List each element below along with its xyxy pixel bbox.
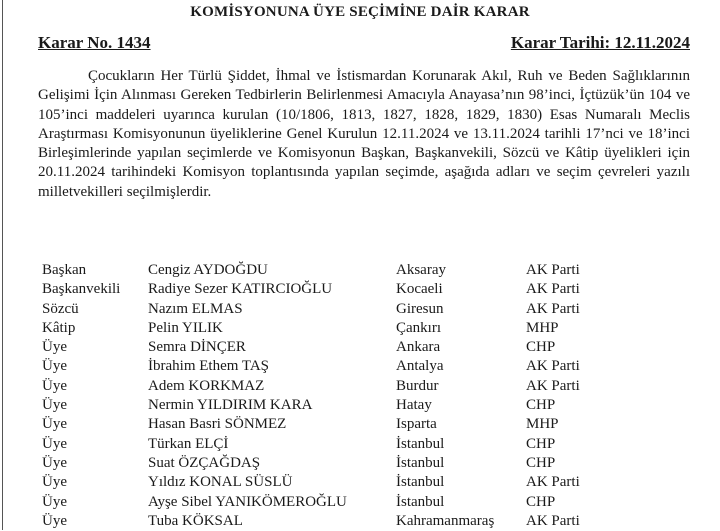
member-row (42, 261, 702, 280)
member-row (42, 300, 702, 319)
member-row (42, 357, 702, 376)
member-party: MHP (526, 319, 559, 336)
decision-number: Karar No. 1434 (38, 33, 151, 52)
member-role: Kâtip (42, 319, 76, 336)
member-row (42, 473, 702, 492)
member-party: CHP (526, 339, 556, 356)
member-name: Tuba KÖKSAL (148, 512, 243, 529)
member-province: İstanbul (396, 493, 445, 510)
member-party: AK Parti (526, 512, 580, 529)
member-province: Çankırı (396, 319, 441, 336)
member-province: Hatay (396, 397, 432, 414)
member-list (42, 261, 702, 531)
member-row (42, 377, 702, 396)
decision-paragraph: Çocukların Her Türlü Şiddet, İhmal ve İstismardan Korunarak Akıl, Ruh ve Beden Sağlıklarının Gelişimi İçin Alınması Gereken Tedbirlerin Belirlenmesi Amacıyla Anayasa’nın 98’inci, İçtüzük’ün 104 ve 105’inci maddeleri uyarınca kurulan (10/1806, 1813, 1827, 1828, 1829, 1830) Esas Numaralı Meclis Araştırması Komisyonunun üyeliklerine Genel Kurulun 12.11.2024 ve 13.11.2024 tarihli 17’nci ve 18’inci Birleşimlerinde yapılan seçimlerde ve Komisyonun Başkan, Başkanvekili, Sözcü ve Kâtip üyelikleri için 20.11.2024 tarihindeki Komisyon toplantısında yapılan seçimde, aşağıda adları ve seçim çevreleri yazılı milletvekilleri seçilmişlerdir. (38, 68, 690, 200)
member-name: Nermin YILDIRIM KARA (148, 397, 313, 414)
member-name: Cengiz AYDOĞDU (148, 262, 268, 278)
member-party: AK Parti (526, 281, 580, 298)
member-province: Isparta (396, 416, 437, 433)
member-row (42, 396, 702, 415)
member-row (42, 338, 702, 357)
member-name: Nazım ELMAS (148, 300, 243, 317)
member-party: CHP (526, 493, 556, 510)
member-role: Üye (42, 493, 67, 510)
member-role: Üye (42, 416, 67, 433)
document-heading: KOMİSYONUNA ÜYE SEÇİMİNE DAİR KARAR (190, 4, 530, 20)
member-row (42, 280, 702, 299)
member-name: Yıldız KONAL SÜSLÜ (148, 474, 293, 491)
member-province: Giresun (396, 300, 444, 317)
member-province: Kahramanmaraş (396, 512, 495, 529)
member-role: Sözcü (42, 300, 79, 317)
member-role: Üye (42, 454, 67, 471)
member-name: Suat ÖZÇAĞDAŞ (148, 454, 261, 471)
member-role: Üye (42, 435, 67, 452)
member-province: Ankara (396, 339, 441, 356)
member-role: Başkan (42, 262, 87, 278)
decision-meta (38, 33, 690, 53)
member-name: Hasan Basri SÖNMEZ (148, 416, 287, 433)
member-party: MHP (526, 416, 559, 433)
member-role: Üye (42, 377, 67, 394)
member-role: Başkanvekili (42, 281, 121, 298)
member-role: Üye (42, 397, 67, 414)
member-row (42, 319, 702, 338)
member-province: Burdur (396, 377, 439, 394)
member-party: CHP (526, 397, 556, 414)
member-row (42, 454, 702, 473)
member-role: Üye (42, 358, 67, 375)
member-role: Üye (42, 512, 67, 529)
member-party: CHP (526, 454, 556, 471)
member-party: AK Parti (526, 358, 580, 375)
member-name: Adem KORKMAZ (148, 377, 265, 394)
member-name: Radiye Sezer KATIRCIOĞLU (148, 281, 333, 298)
member-role: Üye (42, 339, 67, 356)
member-party: AK Parti (526, 262, 580, 278)
member-province: Aksaray (396, 262, 446, 278)
member-name: İbrahim Ethem TAŞ (148, 358, 270, 375)
member-role: Üye (42, 474, 67, 491)
member-province: Antalya (396, 358, 444, 375)
member-party: CHP (526, 435, 556, 452)
decision-date: Karar Tarihi: 12.11.2024 (510, 33, 690, 52)
member-party: AK Parti (526, 377, 580, 394)
member-name: Pelin YILIK (148, 319, 223, 336)
member-province: İstanbul (396, 454, 445, 471)
member-row (42, 435, 702, 454)
member-party: AK Parti (526, 474, 580, 491)
member-row (42, 512, 702, 531)
member-province: Kocaeli (396, 281, 443, 298)
member-party: AK Parti (526, 300, 580, 317)
member-row (42, 493, 702, 512)
member-row (42, 415, 702, 434)
member-name: Ayşe Sibel YANIKÖMEROĞLU (148, 493, 347, 510)
page-left-border (2, 0, 3, 530)
member-name: Türkan ELÇİ (148, 435, 229, 452)
member-province: İstanbul (396, 474, 445, 491)
member-province: İstanbul (396, 435, 445, 452)
member-name: Semra DİNÇER (148, 339, 246, 356)
